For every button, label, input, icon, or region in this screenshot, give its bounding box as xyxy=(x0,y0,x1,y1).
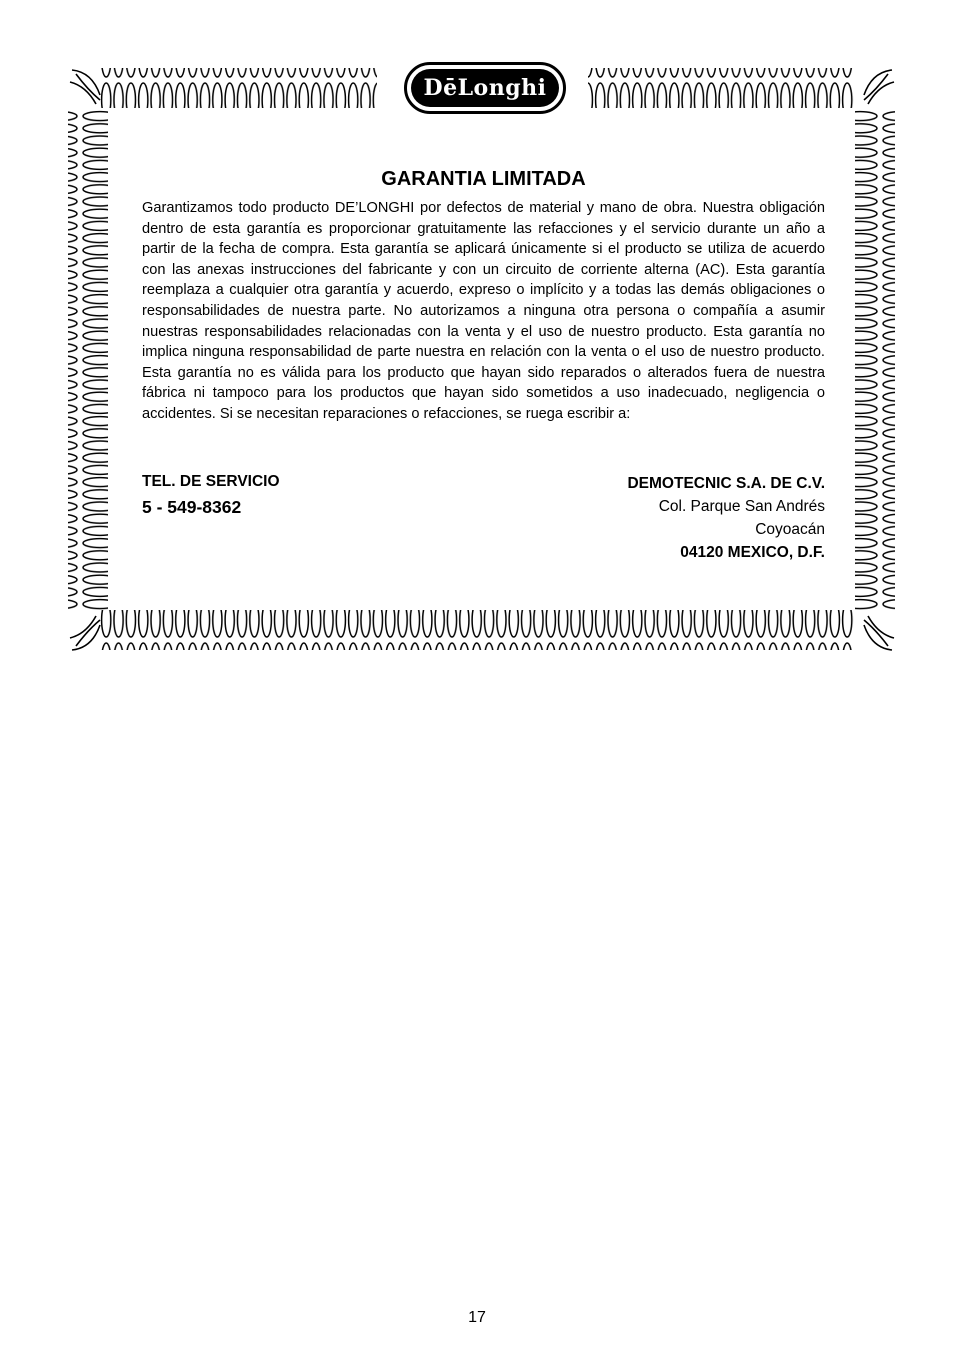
border-top-left xyxy=(100,68,377,108)
warranty-body: Garantizamos todo producto DE’LONGHI por defectos de material y mano de obra. Nuestra obligación dentro de esta garantía es proporcionar gratuitamente las refacciones y el servicio durante un año a partir de la fecha de compra. Esta garantía se aplicará únicamente si el producto se utiliza de acuerdo con las anexas instrucciones del fabricante y con un circuito de corriente alterna (AC). Esta garantía reemplaza a cualquier otra garantía y acuerdo, expreso o implícito y a todas las demás obligaciones o responsabilidades de nuestra parte. No autorizamos a ninguna otra persona o compañía a asumir nuestras responsabilidades relacionadas con la venta y el uso de nuestro producto. Esta garantía no implica ninguna responsabilidad de parte nuestra en relación con la venta o el uso de nuestro producto. Esta garantía no es válida para los producto que hayan sido reparados o alterados fuera de nuestra fábrica ni tampoco para los productos que hayan sido sometidos a uso inadecuado, negligencia o accidentes. Si se necesitan reparaciones o refacciones, se ruega escribir a: xyxy=(142,200,825,422)
page-number: 17 xyxy=(468,1309,486,1326)
border-bottom xyxy=(100,610,854,650)
service-address xyxy=(627,472,825,564)
company-name: DEMOTECNIC S.A. DE C.V. xyxy=(627,475,825,492)
border-right xyxy=(855,110,895,610)
border-left xyxy=(68,110,108,610)
service-phone-label: TEL. DE SERVICIO xyxy=(142,473,280,490)
warranty-title: GARANTIA LIMITADA xyxy=(381,168,586,190)
service-phone-number: 5 - 549-8362 xyxy=(142,497,242,517)
address-line-2: Coyoacán xyxy=(755,521,825,538)
corner-ornament-top-right xyxy=(864,70,894,104)
corner-ornament-bottom-right xyxy=(864,616,894,650)
corner-ornament-bottom-left xyxy=(70,616,100,650)
corner-ornament-top-left xyxy=(70,70,100,104)
delonghi-logo xyxy=(404,62,566,114)
address-line-1: Col. Parque San Andrés xyxy=(658,498,825,515)
address-line-3: 04120 MEXICO, D.F. xyxy=(680,544,825,561)
logo-wordmark: DēLonghi xyxy=(411,69,559,107)
border-top-right xyxy=(588,68,854,108)
